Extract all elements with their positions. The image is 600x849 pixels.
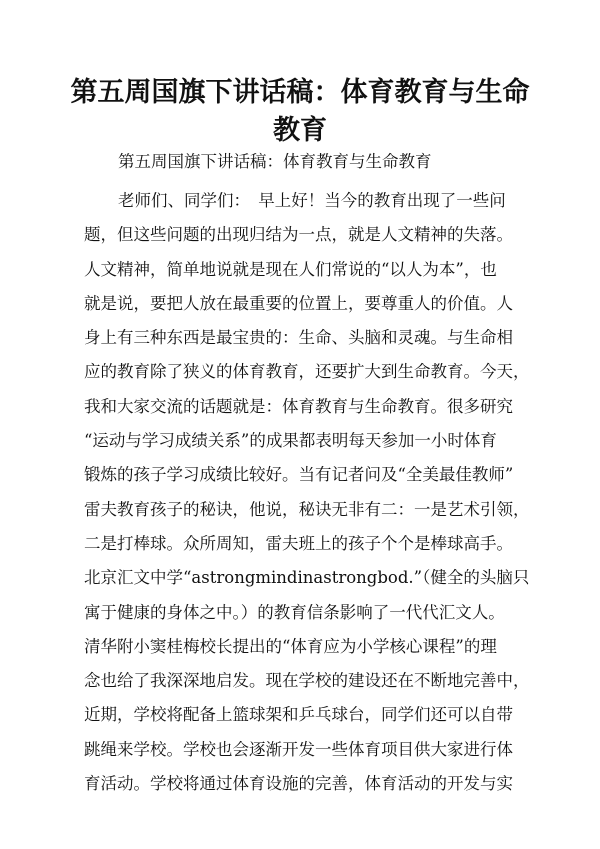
body-line: 二是打棒球。众所周知，雷夫班上的孩子个个是棒球高手。 [84, 533, 513, 553]
document-title [60, 74, 540, 150]
title-line-2: 教育 [273, 115, 327, 146]
body-line: 题，但这些问题的出现归结为一点，就是人文精神的失落。 [84, 225, 513, 245]
body-line: 雷夫教育孩子的秘诀，他说，秘诀无非有二：一是艺术引领， [84, 499, 530, 519]
body-line: 身上有三种东西是最宝贵的：生命、头脑和灵魂。与生命相 [84, 328, 513, 348]
body-line: 清华附小窦桂梅校长提出的“体育应为小学核心课程”的理 [84, 636, 497, 656]
body-line: 人文精神，简单地说就是现在人们常说的“以人为本”，也 [84, 259, 497, 279]
body-line: 老师们、同学们： 早上好！当今的教育出现了一些问 [118, 191, 506, 210]
body-line: “运动与学习成绩关系”的成果都表明每天参加一小时体育 [84, 431, 497, 451]
body-line: 我和大家交流的话题就是：体育教育与生命教育。很多研究 [84, 396, 513, 416]
document-subtitle: 第五周国旗下讲话稿：体育教育与生命教育 [118, 152, 432, 171]
body-line: 念也给了我深深地启发。现在学校的建设还在不断地完善中， [84, 671, 530, 691]
body-line: 寓于健康的身体之中。）的教育信条影响了一代代汇文人。 [84, 602, 505, 622]
title-line-1: 第五周国旗下讲话稿：体育教育与生命 [70, 77, 530, 108]
body-line: 跳绳来学校。学校也会逐渐开发一些体育项目供大家进行体 [84, 739, 513, 759]
body-line: 就是说，要把人放在最重要的位置上，要尊重人的价值。人 [84, 293, 513, 313]
document-body [84, 184, 530, 801]
body-line: 北京汇文中学“astrongmindinastrongbod.”（健全的头脑只 [84, 568, 530, 588]
body-line: 应的教育除了狭义的体育教育，还要扩大到生命教育。今天， [84, 362, 530, 382]
body-line: 育活动。学校将通过体育设施的完善，体育活动的开发与实 [84, 774, 513, 794]
body-line: 近期，学校将配备上篮球架和乒乓球台，同学们还可以自带 [84, 705, 513, 725]
body-line: 锻炼的孩子学习成绩比较好。当有记者问及“全美最佳教师” [84, 465, 514, 485]
